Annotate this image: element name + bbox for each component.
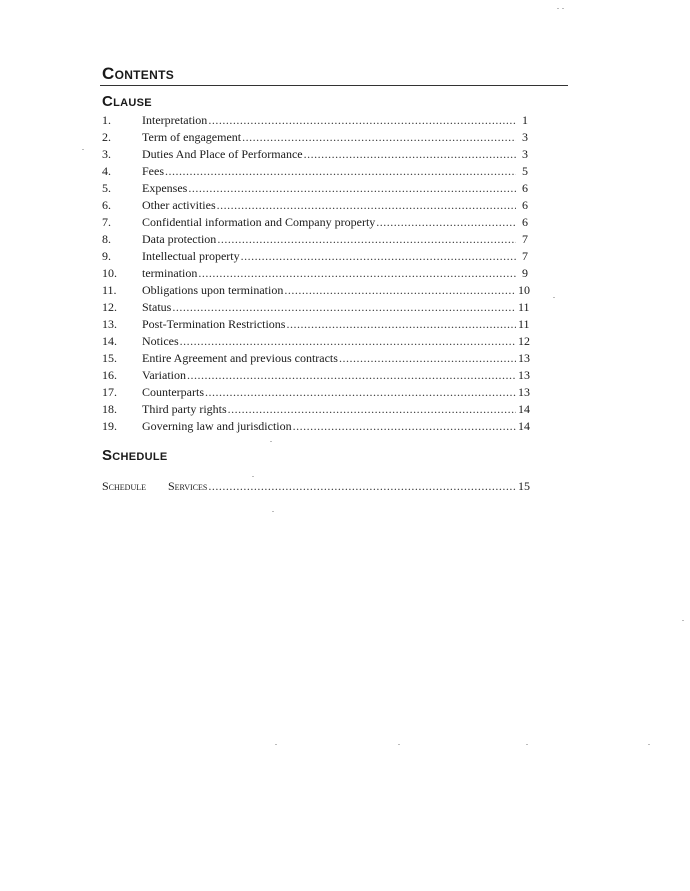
page-number: 1 [522, 113, 528, 127]
scan-speck [270, 441, 272, 442]
dot-leader [304, 146, 516, 162]
clause-title: Expenses [142, 181, 188, 195]
toc-entry[interactable] [102, 129, 528, 145]
toc-entry[interactable] [102, 231, 528, 247]
clause-title: Counterparts [142, 385, 204, 399]
dot-leader [286, 316, 516, 332]
scan-speck [272, 511, 274, 512]
toc-entry[interactable] [102, 299, 528, 315]
dot-leader [208, 112, 516, 128]
page-number: 6 [522, 198, 528, 212]
clause-title: Governing law and jurisdiction [142, 419, 292, 433]
scan-speck [82, 149, 84, 150]
clause-title: Entire Agreement and previous contracts [142, 351, 338, 365]
toc-entry[interactable] [102, 282, 528, 298]
toc-entry[interactable] [102, 367, 528, 383]
clause-title: Confidential information and Company property [142, 215, 376, 229]
toc-entry[interactable] [102, 163, 528, 179]
page-number: 6 [522, 181, 528, 195]
page-number: 14 [518, 402, 530, 416]
dot-leader [228, 401, 516, 417]
clause-title: Post-Termination Restrictions [142, 317, 286, 331]
page-number: 11 [518, 317, 530, 331]
heading-rule [100, 85, 568, 86]
clause-number: 16. [102, 368, 117, 382]
clause-number: 11. [102, 283, 117, 297]
clause-title: Data protection [142, 232, 217, 246]
toc-entry[interactable] [102, 214, 528, 230]
clause-title: Variation [142, 368, 186, 382]
clause-title: Obligations upon termination [142, 283, 284, 297]
schedule-title: Services [168, 479, 208, 493]
page-number: 13 [518, 385, 530, 399]
dot-leader [165, 163, 516, 179]
toc-entry[interactable] [102, 350, 528, 366]
scan-speck [562, 8, 564, 9]
clause-title: Status [142, 300, 172, 314]
page-number: 3 [522, 147, 528, 161]
clause-title: termination [142, 266, 198, 280]
schedule-heading: Schedule [102, 447, 168, 464]
scan-speck [398, 744, 400, 745]
scan-speck [682, 620, 684, 621]
dot-leader [284, 282, 516, 298]
clause-number: 1. [102, 113, 111, 127]
clause-title: Term of engagement [142, 130, 242, 144]
clause-number: 6. [102, 198, 111, 212]
clause-title: Intellectual property [142, 249, 240, 263]
clause-number: 18. [102, 402, 117, 416]
page-number: 12 [518, 334, 530, 348]
toc-entry[interactable] [102, 180, 528, 196]
dot-leader [188, 180, 516, 196]
toc-entry[interactable] [102, 418, 528, 434]
dot-leader [217, 197, 516, 213]
dot-leader [376, 214, 516, 230]
toc-entry[interactable] [102, 146, 528, 162]
clause-number: 5. [102, 181, 111, 195]
toc-entry[interactable] [102, 265, 528, 281]
schedule-label: Schedule [102, 479, 147, 493]
clause-number: 9. [102, 249, 111, 263]
clause-title: Third party rights [142, 402, 227, 416]
toc-entry[interactable] [102, 248, 528, 264]
dot-leader [172, 299, 516, 315]
clause-heading: Clause [102, 93, 152, 110]
page-number: 13 [518, 368, 530, 382]
page-number: 3 [522, 130, 528, 144]
scan-speck [275, 744, 277, 745]
clause-title: Other activities [142, 198, 216, 212]
clause-number: 17. [102, 385, 117, 399]
scan-speck [648, 744, 650, 745]
page-number: 9 [522, 266, 528, 280]
toc-entry[interactable] [102, 401, 528, 417]
page-number: 13 [518, 351, 530, 365]
dot-leader [293, 418, 516, 434]
clause-number: 14. [102, 334, 117, 348]
clause-number: 13. [102, 317, 117, 331]
page-number: 11 [518, 300, 530, 314]
clause-title: Notices [142, 334, 179, 348]
dot-leader [339, 350, 516, 366]
clause-title: Fees [142, 164, 164, 178]
clause-number: 3. [102, 147, 111, 161]
dot-leader [242, 129, 516, 145]
clause-number: 12. [102, 300, 117, 314]
dot-leader [241, 248, 516, 264]
dot-leader [198, 265, 516, 281]
schedule-entry[interactable] [102, 478, 528, 494]
toc-entry[interactable] [102, 333, 528, 349]
clause-title: Duties And Place of Performance [142, 147, 303, 161]
dot-leader [208, 478, 516, 494]
page-number: 7 [522, 249, 528, 263]
dot-leader [205, 384, 516, 400]
scan-speck [252, 476, 254, 477]
clause-number: 2. [102, 130, 111, 144]
dot-leader [180, 333, 516, 349]
clause-number: 10. [102, 266, 117, 280]
clause-number: 4. [102, 164, 111, 178]
dot-leader [187, 367, 516, 383]
page-number: 6 [522, 215, 528, 229]
page-number: 7 [522, 232, 528, 246]
toc-entry[interactable] [102, 316, 528, 332]
clause-number: 15. [102, 351, 117, 365]
contents-heading: Contents [102, 64, 175, 83]
dot-leader [217, 231, 516, 247]
clause-number: 7. [102, 215, 111, 229]
page-number: 14 [518, 419, 530, 433]
clause-number: 8. [102, 232, 111, 246]
page-number: 15 [518, 479, 530, 493]
page-number: 10 [518, 283, 530, 297]
toc-entry[interactable] [102, 197, 528, 213]
toc-entry[interactable] [102, 112, 528, 128]
clause-title: Interpretation [142, 113, 208, 127]
toc-entry[interactable] [102, 384, 528, 400]
scan-speck [553, 297, 555, 298]
scan-speck [526, 744, 528, 745]
scan-speck [557, 8, 559, 9]
clause-number: 19. [102, 419, 117, 433]
page-number: 5 [522, 164, 528, 178]
